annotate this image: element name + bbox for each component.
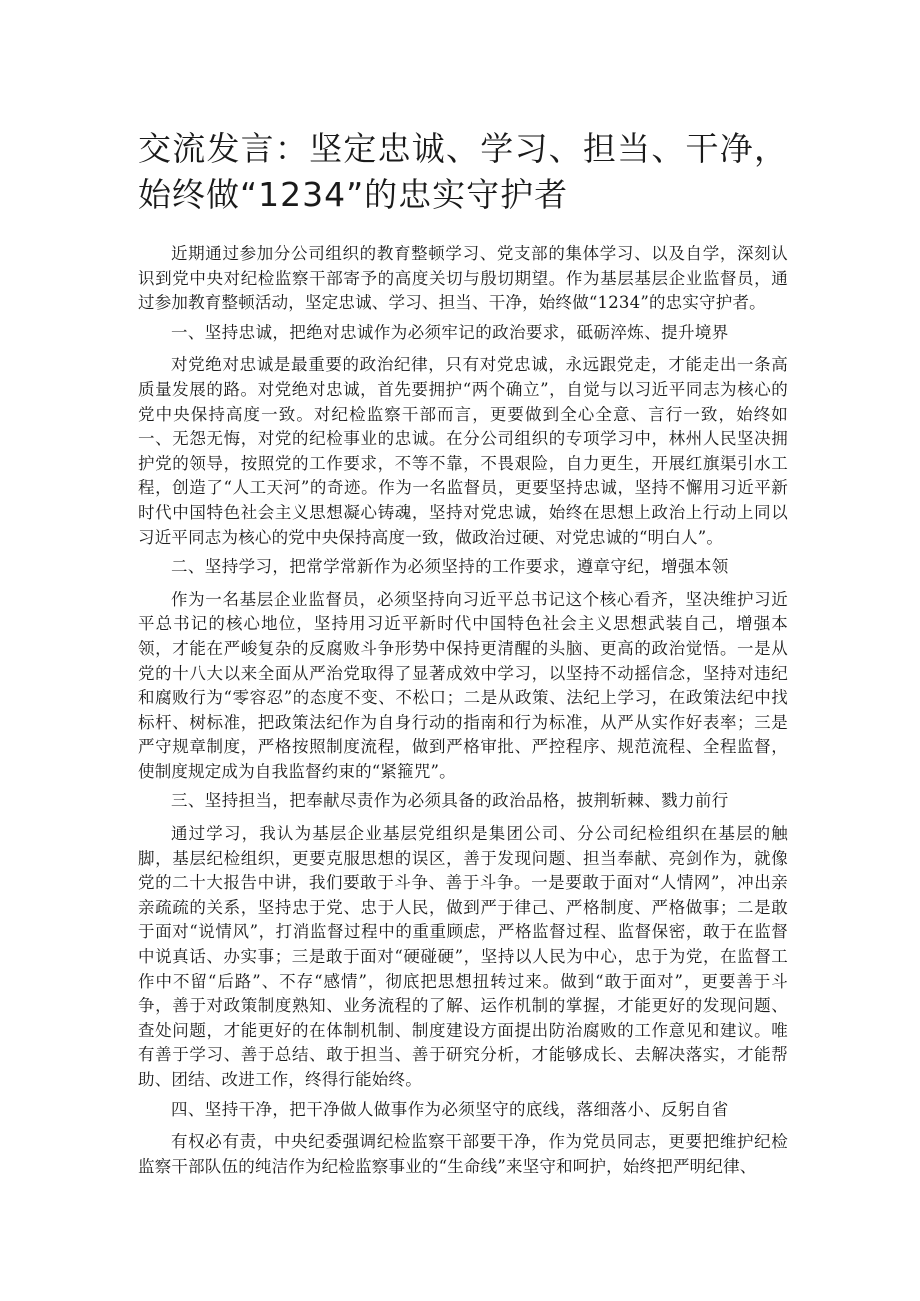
- section-body-1: 对党绝对忠诚是最重要的政治纪律，只有对党忠诚，永远跟党走，才能走出一条高质量发展的路。对党绝对忠诚，首先要拥护“两个确立”，自觉与以习近平同志为核心的党中央保持高度一致。对纪检监察干部而言，更要做到全心全意、言行一致，始终如一、无怨无悔，对党的纪检事业的忠诚。在分公司组织的专项学习中，林州人民坚决拥护党的领导，按照党的工作要求，不等不靠，不畏艰险，自力更生，开展红旗渠引水工程，创造了“人工天河”的奇迹。作为一名监督员，更要坚持忠诚，坚持不懈用习近平新时代中国特色社会主义思想凝心铸魂，坚持对党忠诚，始终在思想上政治上行动上同以习近平同志为核心的党中央保持高度一致，做政治过硬、对党忠诚的“明白人”。: [138, 355, 788, 547]
- section-body-3: 通过学习，我认为基层企业基层党组织是集团公司、分公司纪检组织在基层的触脚，基层纪检组织，更要克服思想的误区，善于发现问题、担当奉献、亮剑作为，就像党的二十大报告中讲，我们要敢于斗争、善于斗争。一是要敢于面对“人情网”，冲出亲亲疏疏的关系，坚持忠于党、忠于人民，做到严于律己、严格制度、严格做事；二是敢于面对“说情风”，打消监督过程中的重重顾虑，严格监督过程、监督保密，敢于在监督中说真话、办实事；三是敢于面对“硬碰硬”，坚持以人民为中心，忠于为党，在监督工作中不留“后路”、不存“感情”，彻底把思想扭转过来。做到“敢于面对”，更要善于斗争，善于对政策制度熟知、业务流程的了解、运作机制的掌握，才能更好的发现问题、查处问题，才能更好的在体制机制、制度建设方面提出防治腐败的工作意见和建议。唯有善于学习、善于总结、敢于担当、善于研究分析，才能够成长、去解决落实，才能帮助、团结、改进工作，终得行能始终。: [138, 824, 788, 1089]
- section-heading-3: 三、坚持担当，把奉献尽责作为必须具备的政治品格，披荆斩棘、戮力前行: [171, 791, 729, 811]
- document-title: 交流发言：坚定忠诚、学习、担当、干净，始终做“1234”的忠实守护者: [138, 129, 788, 214]
- section-body-4: 有权必有责，中央纪委强调纪检监察干部要干净，作为党员同志，更要把维护纪检监察干部队伍的纯洁作为纪检监察事业的“生命线”来坚守和呵护，始终把严明纪律、: [138, 1132, 788, 1176]
- section-body-2: 作为一名基层企业监督员，必须坚持向习近平总书记这个核心看齐，坚决维护习近平总书记的核心地位，坚持用习近平新时代中国特色社会主义思想武装自己，增强本领，才能在严峻复杂的反腐败斗争形势中保持更清醒的头脑、更高的政治觉悟。一是从党的十八大以来全面从严治党取得了显著成效中学习，以坚持不动摇信念，坚持对违纪和腐败行为“零容忍”的态度不变、不松口；二是从政策、法纪上学习，在政策法纪中找标杆、树标准，把政策法纪作为自身行动的指南和行为标准，从严从实作好表率；三是严守规章制度，严格按照制度流程，做到严格审批、严控程序、规范流程、全程监督，使制度规定成为自我监督约束的“紧箍咒”。: [138, 589, 788, 781]
- section-heading-1: 一、坚持忠诚，把绝对忠诚作为必须牢记的政治要求，砥砺淬炼、提升境界: [171, 322, 729, 342]
- document-page: [138, 126, 788, 1184]
- section-heading-2: 二、坚持学习，把常学常新作为必须坚持的工作要求，遵章守纪，增强本领: [171, 557, 729, 577]
- section-heading-4: 四、坚持干净，把干净做人做事作为必须坚守的底线，落细落小、反躬自省: [171, 1099, 729, 1119]
- intro-paragraph: 近期通过参加分公司组织的教育整顿学习、党支部的集体学习、以及自学，深刻认识到党中央对纪检监察干部寄予的高度关切与殷切期望。作为基层基层企业监督员，通过参加教育整顿活动，坚定忠诚、学习、担当、干净，始终做“1234”的忠实守护者。: [138, 244, 788, 313]
